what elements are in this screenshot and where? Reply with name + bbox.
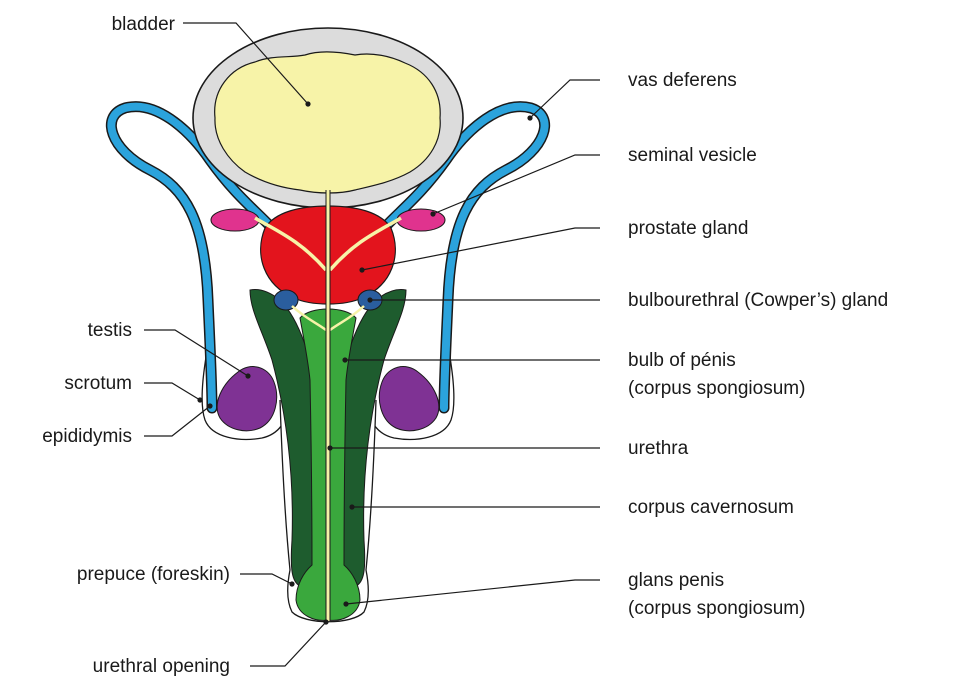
leader-prostate [362,228,600,270]
label-bulb-of-penis-sub: (corpus spongiosum) [628,378,806,399]
leader-dot-urethra [327,445,332,450]
bladder-lumen [215,52,441,193]
label-vas-deferens: vas deferens [628,70,737,91]
label-bulb-of-penis: bulb of pénis [628,350,736,371]
leader-dot-corpus-cavernosum [349,504,354,509]
leader-scrotum [144,383,200,400]
leader-dot-bulbourethral [367,297,372,302]
label-corpus-cavernosum: corpus cavernosum [628,497,794,518]
leader-dot-glans-penis [343,601,348,606]
leader-prepuce [240,574,292,584]
label-testis: testis [87,320,132,341]
label-bladder: bladder [111,14,175,35]
leader-dot-urethral-opening [323,619,328,624]
label-prostate-gland: prostate gland [628,218,749,239]
leader-dot-prostate [359,267,364,272]
label-scrotum: scrotum [64,373,132,394]
label-urethra: urethra [628,438,689,459]
leader-urethral-opening [250,622,326,666]
label-epididymis: epididymis [42,426,132,447]
seminal-vesicle-left [211,209,259,231]
leader-epididymis [144,406,210,436]
label-glans-penis: glans penis [628,570,725,591]
label-prepuce: prepuce (foreskin) [76,564,230,585]
label-urethral-opening: urethral opening [92,656,230,677]
leader-dot-prepuce [289,581,294,586]
leader-dot-bulb-of-penis [342,357,347,362]
leader-dot-epididymis [207,403,212,408]
label-bulbourethral-gland: bulbourethral (Cowper’s) gland [628,290,889,311]
leader-dot-scrotum [197,397,202,402]
label-seminal-vesicle: seminal vesicle [628,145,757,166]
leader-glans-penis [346,580,600,604]
label-glans-penis-sub: (corpus spongiosum) [628,598,806,619]
leader-dot-testis [245,373,250,378]
leader-dot-seminal-vesicle [430,211,435,216]
leader-dot-vas-deferens [527,115,532,120]
leader-dot-bladder [305,101,310,106]
